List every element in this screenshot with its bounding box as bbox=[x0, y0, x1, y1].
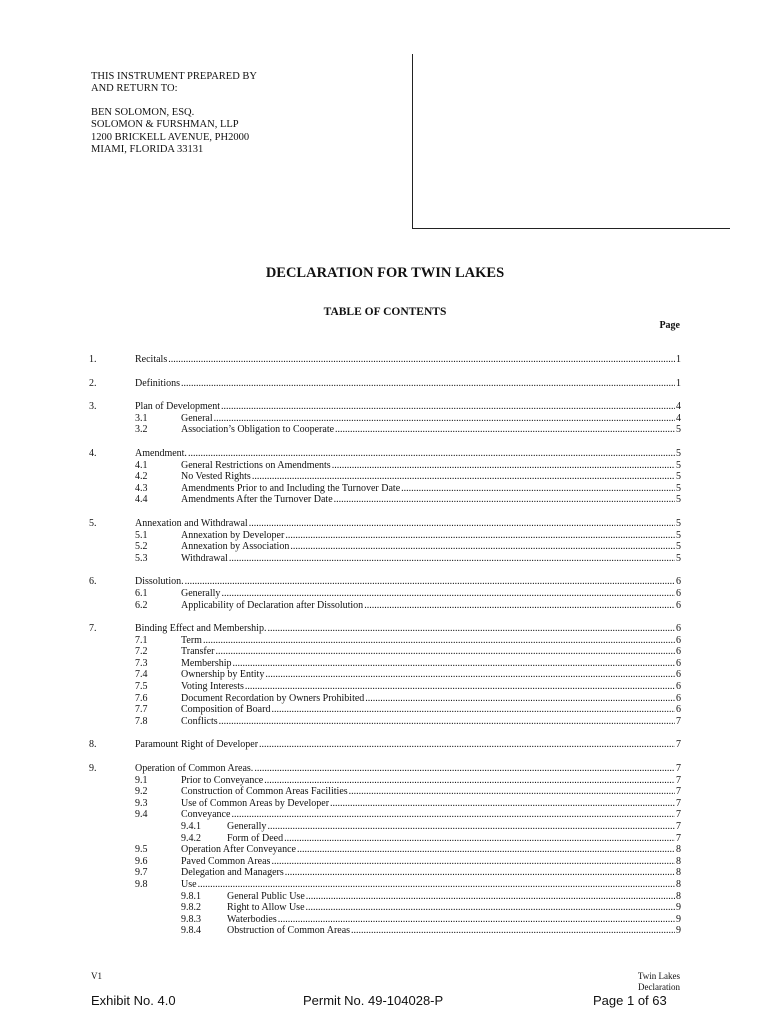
toc-entry-leader bbox=[227, 821, 681, 833]
preparer-line: BEN SOLOMON, ESQ. bbox=[91, 106, 195, 118]
toc-entry-page: 6 bbox=[676, 704, 681, 716]
toc-heading: TABLE OF CONTENTS bbox=[323, 306, 447, 318]
dot-leader bbox=[229, 553, 675, 565]
toc-entry-page: 1 bbox=[676, 377, 681, 389]
toc-subsection-entry bbox=[89, 798, 681, 810]
toc-entry-number: 4. bbox=[89, 447, 97, 459]
toc-entry-label: Paramount Right of Developer bbox=[135, 739, 259, 751]
toc-entry-page: 5 bbox=[676, 424, 681, 436]
dot-leader bbox=[245, 681, 675, 693]
toc-entry-page: 4 bbox=[676, 401, 681, 413]
dot-leader bbox=[168, 354, 675, 366]
toc-section bbox=[89, 354, 681, 366]
toc-subsection-entry bbox=[89, 424, 681, 436]
toc-entry-label: General Restrictions on Amendments bbox=[181, 459, 331, 471]
toc-entry-number: 5.3 bbox=[135, 552, 148, 564]
toc-entry-number: 5.1 bbox=[135, 529, 148, 541]
toc-entry-label: Transfer bbox=[181, 646, 215, 658]
toc-subsection-entry bbox=[89, 600, 681, 612]
toc-entry-leader bbox=[181, 424, 681, 436]
toc-entry-label: Waterbodies bbox=[227, 913, 277, 925]
dot-leader bbox=[252, 471, 675, 483]
toc-entry-label: Recitals bbox=[135, 354, 168, 365]
toc-entry-number: 2. bbox=[89, 377, 97, 389]
toc-entry-label: Generally bbox=[227, 821, 267, 832]
dot-leader bbox=[297, 844, 675, 856]
toc-subsubsection-entry bbox=[89, 925, 681, 937]
dot-leader bbox=[198, 879, 675, 891]
toc-entry-label: General Public Use bbox=[227, 890, 305, 902]
toc-entry-label: Use bbox=[181, 878, 197, 890]
toc-subsection-entry bbox=[89, 460, 681, 472]
toc-section-entry bbox=[89, 576, 681, 588]
toc-entry-label: Term bbox=[181, 634, 202, 646]
toc-entry-page: 1 bbox=[676, 354, 681, 365]
toc-section-entry bbox=[89, 623, 681, 635]
toc-section-entry bbox=[89, 448, 681, 460]
dot-leader bbox=[267, 623, 675, 635]
recording-box-vertical-rule bbox=[412, 54, 413, 229]
toc-entry-number: 9.8 bbox=[135, 878, 148, 890]
toc-entry-page: 8 bbox=[676, 844, 681, 856]
dot-leader bbox=[249, 518, 675, 530]
toc-entry-label: Delegation and Managers bbox=[181, 867, 284, 879]
toc-subsection-entry bbox=[89, 716, 681, 728]
toc-entry-number: 9.8.2 bbox=[181, 902, 201, 914]
toc-entry-page: 4 bbox=[676, 412, 681, 424]
toc-entry-leader bbox=[181, 669, 681, 681]
toc-entry-leader bbox=[227, 902, 681, 914]
toc-entry-number: 5. bbox=[89, 517, 97, 529]
preparer-line: THIS INSTRUMENT PREPARED BY bbox=[91, 71, 257, 82]
toc-entry-number: 6.2 bbox=[135, 599, 148, 611]
toc-entry-page: 5 bbox=[676, 459, 681, 471]
toc-section bbox=[89, 448, 681, 506]
toc-entry-page: 8 bbox=[676, 890, 681, 902]
toc-entry-label: Right to Allow Use bbox=[227, 902, 305, 914]
preparer-line: MIAMI, FLORIDA 33131 bbox=[91, 144, 204, 156]
toc-entry-page: 6 bbox=[676, 634, 681, 646]
toc-entry-leader bbox=[181, 553, 681, 565]
toc-entry-leader bbox=[181, 681, 681, 693]
toc-subsection-entry bbox=[89, 879, 681, 891]
toc-entry-leader bbox=[181, 786, 681, 798]
toc-subsection-entry bbox=[89, 786, 681, 798]
toc-entry-page: 6 bbox=[676, 669, 681, 681]
toc-entry-label: Dissolution. bbox=[135, 576, 184, 588]
toc-section-entry bbox=[89, 401, 681, 413]
toc-entry-page: 7 bbox=[676, 739, 681, 751]
toc-entry-leader bbox=[227, 914, 681, 926]
toc-entry-label: Ownership by Entity bbox=[181, 669, 265, 681]
toc-section bbox=[89, 401, 681, 436]
toc-entry-page: 5 bbox=[676, 482, 681, 494]
toc-section bbox=[89, 763, 681, 937]
toc-subsection-entry bbox=[89, 413, 681, 425]
toc-entry-leader bbox=[181, 588, 681, 600]
toc-entry-page: 6 bbox=[676, 576, 681, 588]
toc-entry-page: 6 bbox=[676, 587, 681, 599]
toc-entry-number: 9.8.3 bbox=[181, 913, 201, 925]
toc-entry-number: 7.2 bbox=[135, 646, 148, 658]
dot-leader bbox=[259, 739, 675, 751]
toc-entry-leader bbox=[181, 471, 681, 483]
toc-entry-page: 8 bbox=[676, 855, 681, 867]
toc-entry-leader bbox=[135, 739, 681, 751]
toc-section-entry bbox=[89, 763, 681, 775]
dot-leader bbox=[233, 658, 675, 670]
toc-entry-page: 7 bbox=[676, 763, 681, 775]
toc-entry-page: 6 bbox=[676, 623, 681, 635]
toc-entry-label: Paved Common Areas bbox=[181, 855, 271, 867]
dot-leader bbox=[185, 576, 675, 588]
toc-entry-number: 6. bbox=[89, 576, 97, 588]
toc-entry-page: 8 bbox=[676, 867, 681, 879]
dot-leader bbox=[332, 460, 675, 472]
toc-entry-label: Construction of Common Areas Facilities bbox=[181, 786, 348, 798]
dot-leader bbox=[349, 786, 675, 798]
toc-entry-leader bbox=[135, 448, 681, 460]
toc-entry-number: 9.2 bbox=[135, 786, 148, 798]
toc-subsection-entry bbox=[89, 471, 681, 483]
toc-entry-leader bbox=[181, 704, 681, 716]
toc-entry-leader bbox=[227, 925, 681, 937]
toc-entry-leader bbox=[227, 833, 681, 845]
toc-entry-leader bbox=[135, 354, 681, 366]
toc-entry-page: 7 bbox=[676, 774, 681, 786]
toc-entry-number: 7.1 bbox=[135, 634, 148, 646]
table-of-contents bbox=[89, 354, 681, 949]
toc-entry-leader bbox=[181, 775, 681, 787]
toc-entry-leader bbox=[181, 541, 681, 553]
toc-entry-leader bbox=[135, 763, 681, 775]
toc-entry-page: 5 bbox=[676, 517, 681, 529]
toc-entry-leader bbox=[181, 413, 681, 425]
toc-subsubsection-entry bbox=[89, 902, 681, 914]
footer-document-name-line: Declaration bbox=[638, 982, 680, 992]
toc-entry-number: 3.2 bbox=[135, 424, 148, 436]
toc-entry-leader bbox=[135, 623, 681, 635]
dot-leader bbox=[188, 448, 675, 460]
toc-entry-label: Use of Common Areas by Developer bbox=[181, 797, 330, 809]
dot-leader bbox=[364, 600, 675, 612]
footer-version: V1 bbox=[91, 971, 102, 981]
toc-entry-leader bbox=[181, 460, 681, 472]
toc-entry-label: No Vested Rights bbox=[181, 471, 251, 483]
preparer-line: SOLOMON & FURSHMAN, LLP bbox=[91, 119, 239, 131]
toc-entry-number: 6.1 bbox=[135, 587, 148, 599]
dot-leader bbox=[267, 821, 675, 833]
toc-entry-label: Form of Deed bbox=[227, 832, 284, 844]
toc-entry-leader bbox=[227, 891, 681, 903]
toc-entry-page: 6 bbox=[676, 657, 681, 669]
toc-subsection-entry bbox=[89, 856, 681, 868]
exhibit-number: Exhibit No. 4.0 bbox=[91, 993, 176, 1008]
dot-leader bbox=[221, 588, 675, 600]
toc-entry-leader bbox=[135, 378, 681, 390]
toc-entry-leader bbox=[181, 856, 681, 868]
toc-entry-number: 9.5 bbox=[135, 844, 148, 856]
toc-subsection-entry bbox=[89, 669, 681, 681]
toc-entry-leader bbox=[181, 635, 681, 647]
toc-entry-page: 9 bbox=[676, 902, 681, 914]
toc-entry-label: Annexation by Association bbox=[181, 541, 290, 553]
dot-leader bbox=[264, 775, 675, 787]
toc-entry-number: 9.4.1 bbox=[181, 821, 201, 832]
toc-page-column-header: Page bbox=[659, 320, 680, 331]
toc-section bbox=[89, 623, 681, 727]
toc-entry-label: Conflicts bbox=[181, 715, 218, 727]
toc-entry-number: 4.4 bbox=[135, 494, 148, 506]
dot-leader bbox=[285, 530, 675, 542]
toc-section-entry bbox=[89, 378, 681, 390]
toc-entry-label: Operation of Common Areas. bbox=[135, 763, 254, 775]
toc-entry-page: 5 bbox=[676, 494, 681, 506]
dot-leader bbox=[285, 867, 675, 879]
permit-number: Permit No. 49-104028-P bbox=[303, 993, 444, 1008]
dot-leader bbox=[219, 716, 675, 728]
toc-entry-label: Membership bbox=[181, 657, 232, 669]
dot-leader bbox=[221, 401, 675, 413]
toc-entry-leader bbox=[135, 576, 681, 588]
toc-subsection-entry bbox=[89, 809, 681, 821]
toc-entry-page: 7 bbox=[676, 832, 681, 844]
toc-subsection-entry bbox=[89, 658, 681, 670]
toc-entry-number: 9. bbox=[89, 763, 97, 775]
toc-entry-leader bbox=[181, 693, 681, 705]
preparer-block bbox=[91, 71, 257, 156]
toc-section bbox=[89, 576, 681, 611]
toc-entry-label: Conveyance bbox=[181, 809, 231, 821]
toc-entry-label: Generally bbox=[181, 587, 221, 599]
toc-entry-number: 3. bbox=[89, 401, 97, 413]
toc-entry-leader bbox=[135, 518, 681, 530]
toc-entry-number: 7.7 bbox=[135, 704, 148, 716]
toc-entry-leader bbox=[181, 844, 681, 856]
toc-entry-label: Amendment. bbox=[135, 447, 187, 459]
toc-entry-label: Amendments Prior to and Including the Turnover Date bbox=[181, 482, 401, 494]
toc-subsubsection-entry bbox=[89, 821, 681, 833]
recording-box-horizontal-rule bbox=[412, 228, 730, 229]
toc-entry-label: Document Recordation by Owners Prohibited bbox=[181, 692, 365, 704]
toc-entry-leader bbox=[181, 879, 681, 891]
dot-leader bbox=[271, 856, 675, 868]
dot-leader bbox=[278, 914, 675, 926]
toc-entry-leader bbox=[181, 809, 681, 821]
toc-entry-label: Annexation and Withdrawal bbox=[135, 517, 248, 529]
toc-entry-leader bbox=[181, 798, 681, 810]
toc-entry-number: 7.6 bbox=[135, 692, 148, 704]
toc-subsection-entry bbox=[89, 693, 681, 705]
toc-entry-label: Withdrawal bbox=[181, 552, 228, 564]
toc-entry-leader bbox=[181, 646, 681, 658]
toc-entry-number: 9.8.1 bbox=[181, 890, 201, 902]
dot-leader bbox=[401, 483, 675, 495]
toc-subsubsection-entry bbox=[89, 833, 681, 845]
toc-entry-label: Plan of Development bbox=[135, 401, 220, 413]
toc-subsection-entry bbox=[89, 494, 681, 506]
toc-entry-page: 5 bbox=[676, 541, 681, 553]
toc-entry-number: 8. bbox=[89, 739, 97, 751]
toc-entry-number: 3.1 bbox=[135, 412, 148, 424]
toc-subsection-entry bbox=[89, 588, 681, 600]
toc-entry-page: 5 bbox=[676, 447, 681, 459]
toc-entry-page: 6 bbox=[676, 646, 681, 658]
dot-leader bbox=[203, 635, 675, 647]
toc-entry-number: 9.4.2 bbox=[181, 832, 201, 844]
dot-leader bbox=[335, 424, 675, 436]
toc-section-entry bbox=[89, 739, 681, 751]
toc-entry-page: 6 bbox=[676, 599, 681, 611]
toc-entry-number: 1. bbox=[89, 354, 97, 365]
toc-entry-number: 7.8 bbox=[135, 715, 148, 727]
toc-entry-number: 9.6 bbox=[135, 855, 148, 867]
toc-entry-number: 9.1 bbox=[135, 774, 148, 786]
dot-leader bbox=[284, 833, 675, 845]
toc-entry-number: 7.3 bbox=[135, 657, 148, 669]
document-title: DECLARATION FOR TWIN LAKES bbox=[265, 265, 505, 281]
dot-leader bbox=[351, 925, 675, 937]
toc-section bbox=[89, 378, 681, 390]
toc-entry-number: 9.7 bbox=[135, 867, 148, 879]
toc-entry-number: 9.3 bbox=[135, 797, 148, 809]
toc-entry-page: 5 bbox=[676, 552, 681, 564]
toc-entry-number: 4.2 bbox=[135, 471, 148, 483]
toc-entry-page: 8 bbox=[676, 878, 681, 890]
toc-subsubsection-entry bbox=[89, 891, 681, 903]
toc-entry-page: 7 bbox=[676, 715, 681, 727]
toc-entry-page: 7 bbox=[676, 797, 681, 809]
toc-entry-leader bbox=[181, 494, 681, 506]
toc-entry-leader bbox=[181, 600, 681, 612]
toc-entry-number: 9.4 bbox=[135, 809, 148, 821]
dot-leader bbox=[214, 413, 675, 425]
toc-entry-number: 4.3 bbox=[135, 482, 148, 494]
dot-leader bbox=[306, 891, 675, 903]
toc-subsection-entry bbox=[89, 483, 681, 495]
toc-section-entry bbox=[89, 354, 681, 366]
toc-entry-number: 7. bbox=[89, 623, 97, 635]
toc-entry-label: Operation After Conveyance bbox=[181, 844, 296, 856]
toc-entry-label: Binding Effect and Membership. bbox=[135, 623, 267, 635]
toc-entry-label: Association’s Obligation to Cooperate bbox=[181, 424, 335, 436]
dot-leader bbox=[330, 798, 675, 810]
toc-entry-page: 6 bbox=[676, 681, 681, 693]
toc-entry-leader bbox=[181, 867, 681, 879]
toc-subsubsection-entry bbox=[89, 914, 681, 926]
toc-subsection-entry bbox=[89, 553, 681, 565]
toc-entry-leader bbox=[181, 716, 681, 728]
toc-entry-label: Applicability of Declaration after Dissolution bbox=[181, 599, 364, 611]
toc-entry-label: Composition of Board bbox=[181, 704, 271, 716]
dot-leader bbox=[216, 646, 675, 658]
dot-leader bbox=[181, 378, 675, 390]
toc-entry-page: 7 bbox=[676, 821, 681, 832]
toc-subsection-entry bbox=[89, 867, 681, 879]
toc-entry-label: Definitions bbox=[135, 377, 180, 389]
toc-entry-label: General bbox=[181, 412, 213, 424]
toc-section bbox=[89, 739, 681, 751]
toc-entry-page: 7 bbox=[676, 786, 681, 798]
toc-subsection-entry bbox=[89, 635, 681, 647]
dot-leader bbox=[290, 541, 675, 553]
toc-entry-number: 7.4 bbox=[135, 669, 148, 681]
dot-leader bbox=[334, 494, 675, 506]
footer-document-name-line: Twin Lakes bbox=[637, 971, 680, 981]
toc-entry-page: 5 bbox=[676, 471, 681, 483]
toc-entry-leader bbox=[135, 401, 681, 413]
footer-document-name bbox=[638, 971, 680, 993]
dot-leader bbox=[365, 693, 675, 705]
toc-subsection-entry bbox=[89, 681, 681, 693]
toc-entry-leader bbox=[181, 658, 681, 670]
toc-entry-label: Amendments After the Turnover Date bbox=[181, 494, 333, 506]
toc-entry-leader bbox=[181, 530, 681, 542]
toc-entry-label: Obstruction of Common Areas bbox=[227, 925, 351, 937]
preparer-line: AND RETURN TO: bbox=[91, 83, 178, 95]
dot-leader bbox=[306, 902, 675, 914]
toc-subsection-entry bbox=[89, 541, 681, 553]
toc-entry-page: 6 bbox=[676, 692, 681, 704]
toc-subsection-entry bbox=[89, 844, 681, 856]
toc-entry-number: 7.5 bbox=[135, 681, 148, 693]
toc-entry-label: Annexation by Developer bbox=[181, 529, 285, 541]
toc-subsection-entry bbox=[89, 646, 681, 658]
toc-entry-number: 4.1 bbox=[135, 459, 148, 471]
toc-entry-page: 7 bbox=[676, 809, 681, 821]
dot-leader bbox=[265, 669, 675, 681]
page-count: Page 1 of 63 bbox=[593, 993, 667, 1008]
preparer-line: 1200 BRICKELL AVENUE, PH2000 bbox=[91, 131, 250, 143]
toc-subsection-entry bbox=[89, 530, 681, 542]
toc-entry-page: 9 bbox=[676, 913, 681, 925]
toc-entry-page: 5 bbox=[676, 529, 681, 541]
toc-subsection-entry bbox=[89, 704, 681, 716]
dot-leader bbox=[271, 704, 675, 716]
dot-leader bbox=[254, 763, 675, 775]
toc-entry-label: Voting Interests bbox=[181, 681, 244, 693]
toc-entry-number: 9.8.4 bbox=[181, 925, 201, 937]
toc-subsection-entry bbox=[89, 775, 681, 787]
toc-entry-number: 5.2 bbox=[135, 541, 148, 553]
toc-section-entry bbox=[89, 518, 681, 530]
toc-entry-label: Prior to Conveyance bbox=[181, 774, 264, 786]
dot-leader bbox=[231, 809, 675, 821]
toc-section bbox=[89, 518, 681, 564]
toc-entry-page: 9 bbox=[676, 925, 681, 937]
toc-entry-leader bbox=[181, 483, 681, 495]
